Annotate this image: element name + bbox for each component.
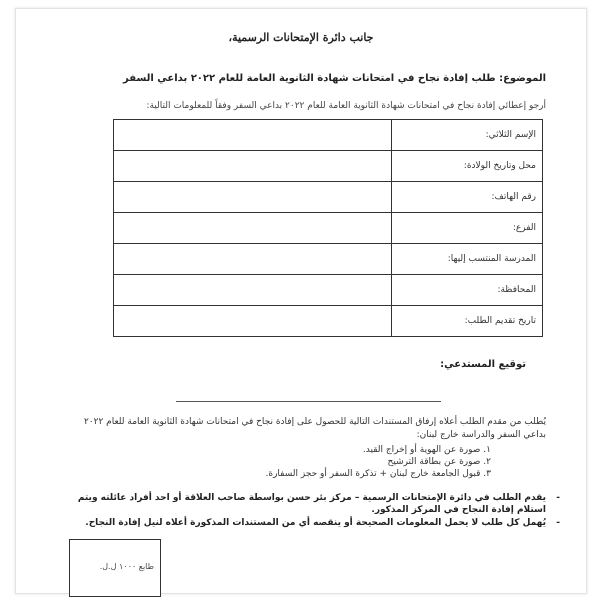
phone-label: رقم الهاتف: — [392, 182, 543, 213]
rejection-rule — [56, 517, 560, 529]
submission-rule-text: يقدم الطلب في دائرة الإمتحانات الرسمية – مركز بئر حسن بواسطة صاحب العلاقة أو احد أفراد عائلته ويتم استلام إفادة النجاح في المركز المذكور. — [77, 493, 546, 515]
signature-label: توقيع المستدعي: — [440, 359, 526, 370]
branch-label: الفرع: — [392, 213, 543, 244]
document-page — [15, 8, 587, 594]
submission-rule — [56, 492, 560, 516]
documents-list — [161, 444, 491, 480]
table-row — [114, 244, 543, 275]
list-item: ١. صورة عن الهوية أو إخراج القيد. — [362, 445, 491, 455]
table-row — [114, 275, 543, 306]
subject-line: الموضوع: طلب إفادة نجاح في امتحانات شهادة الثانوية العامة للعام ٢٠٢٢ بداعي السفر — [123, 73, 546, 84]
submission-date-value[interactable] — [114, 306, 392, 337]
signature-line[interactable] — [176, 401, 441, 402]
governorate-value[interactable] — [114, 275, 392, 306]
request-text: أرجو إعطائي إفادة نجاح في امتحانات شهادة الثانوية العامة للعام ٢٠٢٢ بداعي السفر وفقاً للمعلومات التالية: — [146, 101, 546, 111]
birth-place-date-label: محل وتاريخ الولادة: — [392, 151, 543, 182]
required-documents-note: يُطلب من مقدم الطلب أعلاه إرفاق المستندات التالية للحصول على إفادة نجاح في امتحانات شهادة الثانوية العامة للعام ٢٠٢٢ بداعي السفر والدراسة خارج لبنان: — [83, 417, 546, 440]
stamp-box — [69, 539, 161, 597]
school-value[interactable] — [114, 244, 392, 275]
applicant-info-table — [113, 119, 543, 337]
letter-heading: جانب دائرة الإمتحانات الرسمية، — [228, 31, 374, 44]
school-label: المدرسة المنتسب إليها: — [392, 244, 543, 275]
table-row — [114, 151, 543, 182]
bullet-dash: - — [556, 493, 560, 503]
branch-value[interactable] — [114, 213, 392, 244]
full-name-value[interactable] — [114, 120, 392, 151]
governorate-label: المحافظة: — [392, 275, 543, 306]
submission-date-label: تاريخ تقديم الطلب: — [392, 306, 543, 337]
list-item: ٣. قبول الجامعة خارج لبنان + تذكرة السفر أو حجز السفارة. — [265, 469, 491, 479]
table-row — [114, 120, 543, 151]
stamp-label: طابع ١٠٠٠ ل.ل. — [99, 562, 154, 571]
table-row — [114, 213, 543, 244]
rejection-rule-text: يُهمل كل طلب لا يحمل المعلومات الصحيحة أو ينقصه أي من المستندات المذكورة أعلاه لنيل إفادة النجاح. — [85, 518, 546, 528]
phone-value[interactable] — [114, 182, 392, 213]
list-item: ٢. صورة عن بطاقة الترشيح — [387, 457, 491, 467]
table-row — [114, 182, 543, 213]
birth-place-date-value[interactable] — [114, 151, 392, 182]
bullet-dash: - — [556, 518, 560, 528]
table-row — [114, 306, 543, 337]
full-name-label: الإسم الثلاثي: — [392, 120, 543, 151]
